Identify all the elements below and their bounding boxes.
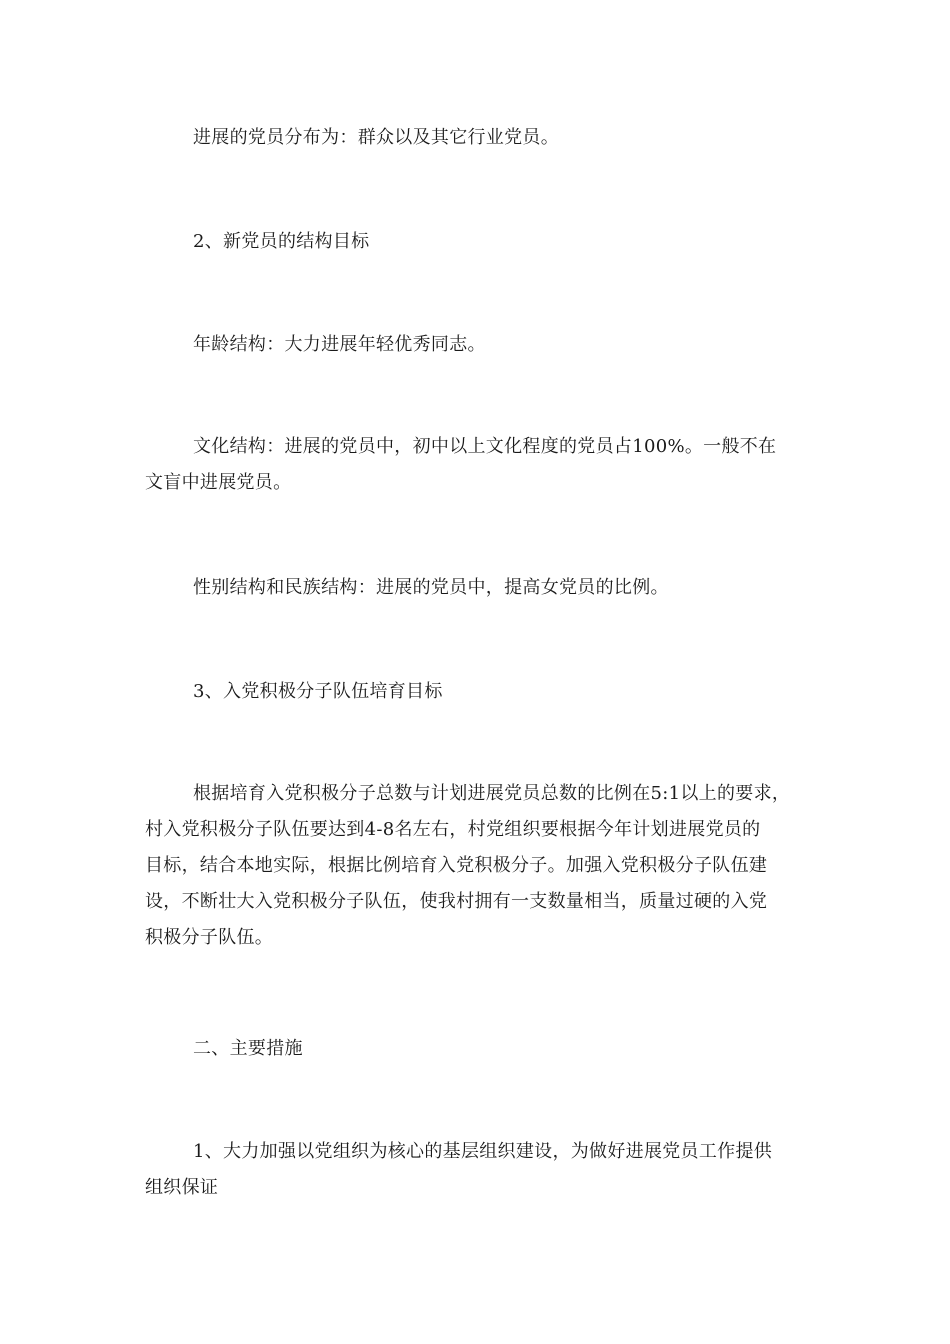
- section-heading-3: [145, 674, 805, 710]
- paragraph-line: 积极分子队伍。: [145, 927, 274, 948]
- paragraph-line: 文盲中进展党员。: [145, 472, 292, 493]
- paragraph-line: 二、主要措施: [193, 1038, 303, 1059]
- paragraph-age-structure: [145, 327, 805, 363]
- paragraph-activist-target: [145, 776, 805, 956]
- paragraph-line: 性别结构和民族结构：进展的党员中，提高女党员的比例。: [193, 577, 669, 598]
- paragraph-line: 组织保证: [145, 1177, 219, 1198]
- section-heading-main-measures: [145, 1031, 805, 1067]
- paragraph-1: [145, 120, 805, 156]
- paragraph-line: 目标，结合本地实际，根据比例培育入党积极分子。加强入党积极分子队伍建: [145, 855, 768, 876]
- paragraph-line: 1、大力加强以党组织为核心的基层组织建设，为做好进展党员工作提供: [193, 1141, 773, 1162]
- paragraph-measure-1: [145, 1134, 805, 1206]
- paragraph-line: 2、新党员的结构目标: [193, 231, 370, 252]
- paragraph-line: 村入党积极分子队伍要达到4-8名左右，村党组织要根据今年计划进展党员的: [145, 819, 761, 840]
- paragraph-education-structure: [145, 429, 805, 501]
- paragraph-line: 进展的党员分布为：群众以及其它行业党员。: [193, 127, 559, 148]
- paragraph-line: 设，不断壮大入党积极分子队伍，使我村拥有一支数量相当，质量过硬的入党: [145, 891, 768, 912]
- section-heading-2: [145, 224, 805, 260]
- paragraph-line: 文化结构：进展的党员中，初中以上文化程度的党员占100%。一般不在: [193, 436, 777, 457]
- paragraph-gender-structure: [145, 570, 805, 606]
- paragraph-line: 年龄结构：大力进展年轻优秀同志。: [193, 334, 486, 355]
- paragraph-line: 根据培育入党积极分子总数与计划进展党员总数的比例在5:1以上的要求，: [193, 783, 791, 804]
- paragraph-line: 3、入党积极分子队伍培育目标: [193, 681, 443, 702]
